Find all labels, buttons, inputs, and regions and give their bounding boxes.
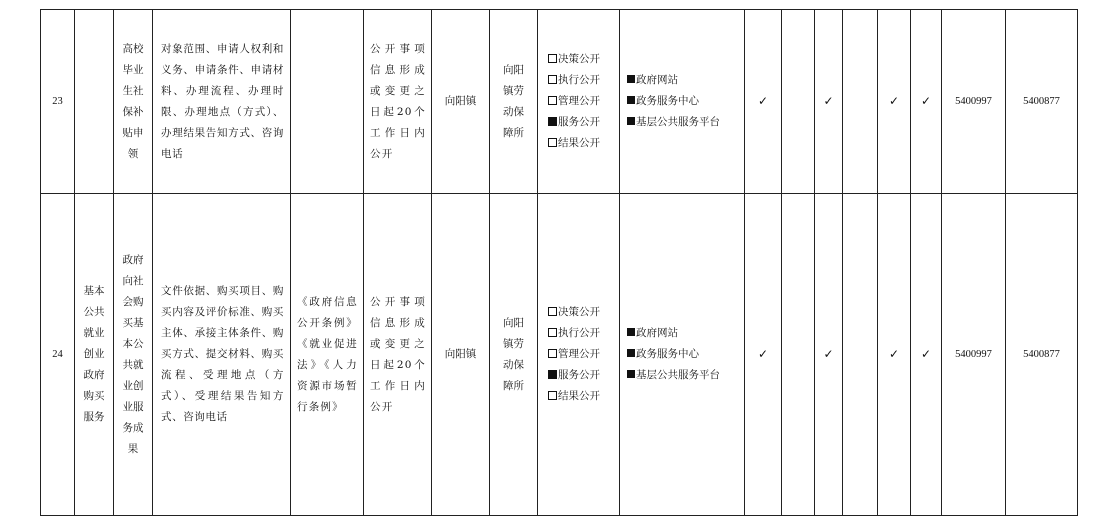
checkbox-icon <box>548 75 557 84</box>
type-management: 管理公开 <box>548 344 619 365</box>
row-index: 24 <box>41 194 75 516</box>
phone-cell: 5400997 <box>942 10 1006 194</box>
square-bullet-icon <box>627 117 635 125</box>
dept-cell: 向阳镇劳动保障所 <box>490 194 538 516</box>
checkbox-icon <box>548 96 557 105</box>
type-result: 结果公开 <box>548 386 619 407</box>
check-cell: ✓ <box>878 194 911 516</box>
type-execution: 执行公开 <box>548 323 619 344</box>
check-cell: ✓ <box>815 10 843 194</box>
platform-item: 基层公共服务平台 <box>627 365 744 386</box>
time-limit-cell: 公开事项信息形成或变更之日起20个工作日内公开 <box>364 10 432 194</box>
check-cell: ✓ <box>815 194 843 516</box>
platform-cell <box>620 194 745 516</box>
platform-item: 政务服务中心 <box>627 344 744 365</box>
checkbox-icon <box>548 391 557 400</box>
dept-cell: 向阳镇劳动保障所 <box>490 10 538 194</box>
disclosure-table <box>40 9 1078 516</box>
type-service: 服务公开 <box>548 365 619 386</box>
table-row <box>41 194 1078 516</box>
platform-cell <box>620 10 745 194</box>
platform-item: 基层公共服务平台 <box>627 112 744 133</box>
check-cell <box>843 10 878 194</box>
checkbox-icon <box>548 328 557 337</box>
time-limit-cell: 公开事项信息形成或变更之日起20个工作日内公开 <box>364 194 432 516</box>
checkbox-checked-icon <box>548 117 557 126</box>
category-cell: 基本公共就业创业政府购买服务 <box>75 194 114 516</box>
check-cell: ✓ <box>911 194 942 516</box>
checkbox-icon <box>548 138 557 147</box>
check-cell: ✓ <box>911 10 942 194</box>
phone-cell: 5400877 <box>1006 194 1078 516</box>
type-decision: 决策公开 <box>548 49 619 70</box>
check-cell <box>782 10 815 194</box>
square-bullet-icon <box>627 370 635 378</box>
row-index: 23 <box>41 10 75 194</box>
content-cell: 对象范围、申请人权利和义务、申请条件、申请材料、办理流程、办理时限、办理地点（方式）、办理结果告知方式、咨询电话 <box>153 10 291 194</box>
square-bullet-icon <box>627 96 635 104</box>
basis-cell <box>291 10 364 194</box>
platform-item: 政府网站 <box>627 323 744 344</box>
square-bullet-icon <box>627 349 635 357</box>
disclosure-type-cell <box>538 194 620 516</box>
phone-cell: 5400877 <box>1006 10 1078 194</box>
type-execution: 执行公开 <box>548 70 619 91</box>
checkbox-icon <box>548 307 557 316</box>
content-cell: 文件依据、购买项目、购买内容及评价标准、购买主体、承接主体条件、购买方式、提交材料、购买流程、受理地点（方式）、受理结果告知方式、咨询电话 <box>153 194 291 516</box>
subject-cell: 向阳镇 <box>432 194 490 516</box>
type-decision: 决策公开 <box>548 302 619 323</box>
basis-cell: 《政府信息公开条例》《就业促进法》《人力资源市场暂行条例》 <box>291 194 364 516</box>
platform-item: 政府网站 <box>627 70 744 91</box>
checkbox-icon <box>548 349 557 358</box>
check-cell: ✓ <box>745 194 782 516</box>
disclosure-type-cell <box>538 10 620 194</box>
phone-cell: 5400997 <box>942 194 1006 516</box>
subject-cell: 向阳镇 <box>432 10 490 194</box>
checkbox-icon <box>548 54 557 63</box>
check-cell <box>782 194 815 516</box>
type-management: 管理公开 <box>548 91 619 112</box>
table-row <box>41 10 1078 194</box>
item-cell: 高校毕业生社保补贴申领 <box>114 10 153 194</box>
item-cell: 政府向社会购买基本公共就业创业服务成果 <box>114 194 153 516</box>
check-cell: ✓ <box>745 10 782 194</box>
platform-item: 政务服务中心 <box>627 91 744 112</box>
check-cell: ✓ <box>878 10 911 194</box>
category-cell <box>75 10 114 194</box>
checkbox-checked-icon <box>548 370 557 379</box>
square-bullet-icon <box>627 75 635 83</box>
type-service: 服务公开 <box>548 112 619 133</box>
check-cell <box>843 194 878 516</box>
square-bullet-icon <box>627 328 635 336</box>
type-result: 结果公开 <box>548 133 619 154</box>
